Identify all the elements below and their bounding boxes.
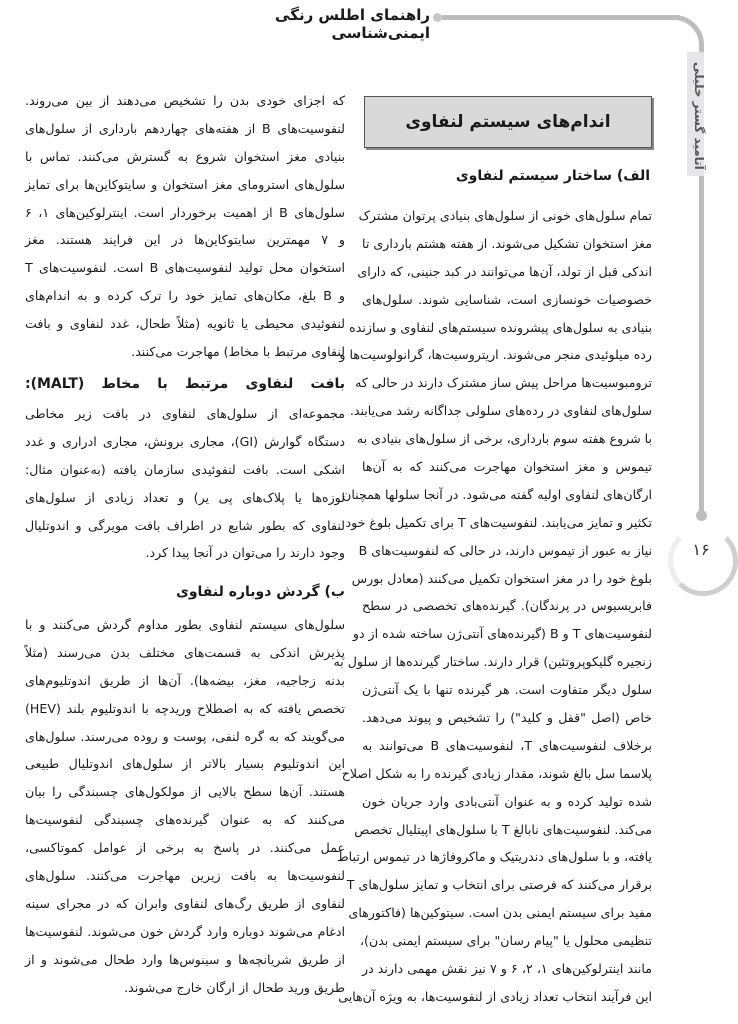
header-rule	[442, 15, 680, 20]
section-heading-recirculation: ب) گردش دوباره لنفاوی	[175, 584, 345, 600]
text-line: مانند اینترلوکین‌های ۱، ۲، ۶ و ۷ نیز نقش مهمی دارند در	[362, 961, 652, 977]
text-line: وجود دارند را می‌توان در آنجا پیدا کرد.	[145, 545, 345, 561]
text-line: لنفوسیت‌ها به بافت زیرین مهاجرت می‌کنند. سلول‌های	[25, 868, 345, 884]
text-line: این فرآیند انتخاب تعداد زیادی از لنفوسیت‌ها، به ویژه آن‌هایی	[338, 988, 652, 1004]
text-line: برقرار می‌کنند که فرصتی برای انتخاب و تمایز سلول‌های T	[346, 877, 652, 893]
text-line: لنفوسیت‌های T و B (گیرنده‌های آنتی‌ژن ساخته شده از دو	[352, 626, 652, 642]
left-column-recirculation	[25, 611, 345, 1001]
running-header-title: راهنمای اطلس رنگی ایمنی‌شناسی	[275, 6, 430, 42]
text-line: سلول‌های سیستم لنفاوی بطور مداوم گردش می‌کنند و با	[25, 617, 345, 632]
text-line: مفید برای سیستم ایمنی بدن است. سیتوکین‌ها (فاکتورهای	[348, 905, 652, 921]
section-heading-malt: بافت لنفاوی مرتبط با مخاط (MALT):	[25, 376, 345, 392]
text-line: و B بلغ، مکان‌های تمایز خود را ترک کرده و به اندام‌های	[25, 288, 345, 304]
text-line: سلول‌های استرومای مغز استخوان و سایتوکاین‌ها برای تمایز	[25, 176, 345, 192]
page-number: ۱۶	[692, 540, 710, 559]
text-line: ارگان‌های لنفاوی اولیه گفته می‌شود. در آنجا سلولها همچنان	[342, 486, 652, 502]
text-line: پلاسما سل بالغ شوند، مقدار زیادی گیرنده را به شکل اصلاح	[341, 765, 652, 781]
text-line: ترومبوسیت‌ها مراحل پیش ساز مشترک دارند در حالی که	[355, 375, 652, 391]
text-line: می‌کنند که به عنوان گیرنده‌های چسبندگی لنفوسیت‌ها	[25, 812, 345, 828]
text-line: رده میلوئیدی منجر می‌شوند. اریتروسیت‌ها، گرانولوسیت‌ها و	[339, 347, 652, 363]
text-line: فابریسیوس در پرندگان). گیرنده‌های تخصصی در سطح	[362, 598, 652, 614]
text-line: شده تولید کرده و به عنوان آنتی‌بادی وارد جریان خون	[362, 793, 652, 809]
header-rule-corner	[668, 15, 704, 51]
text-line: این اندوتلیوم بسیار بالاتر از سلول‌های اندوتلیال طبیعی	[25, 756, 345, 772]
text-line: بلوغ خود را در مغز استخوان تکمیل می‌کنند (معادل بورس	[351, 570, 652, 586]
text-line: مغز استخوان تشکیل می‌شوند. از هفته هشتم بارداری تا	[362, 235, 652, 251]
text-line: طریق ورید طحال از ارگان خارج می‌شوند.	[124, 979, 345, 995]
text-line: دستگاه گوارش (GI)، مجاری برونش، مجاری ادراری و غدد	[25, 433, 345, 449]
text-line: هستند. آن‌ها سطح بالایی از مولکول‌های چسبندگی را بیان	[25, 784, 345, 800]
text-line: خاص (اصل "قفل و کلید") را تشخیص و پیوند می‌دهد.	[362, 710, 652, 726]
chapter-title-box	[364, 96, 652, 148]
text-line: استخوان محل تولید لنفوسیت‌های B است. لنفوسیت‌های T	[25, 260, 346, 276]
text-line: که اجزای خودی بدن را تشخیص می‌دهند از بین می‌روند.	[25, 93, 345, 108]
text-line: برخلاف لنفوسیت‌های T، لنفوسیت‌های B می‌توانند به	[362, 737, 652, 753]
header-dot	[433, 13, 442, 22]
text-line: لنفوسیت‌های B از هفته‌های چهاردهم بارداری از سلول‌های	[25, 120, 345, 136]
text-line: یافته، و با سلول‌های دندریتیک و ماکروفاژها در تیموس ارتباط	[337, 849, 652, 865]
text-line: لنفاوی که بطور شایع در اطراف بافت مویرگی و اندوتلیال	[25, 517, 345, 533]
text-line: مجموعه‌ای از سلول‌های لنفاوی در بافت زیر مخاطی	[25, 406, 345, 421]
text-line: ادغام می‌شوند دوباره وارد گردش خون می‌شوند. لنفوسیت‌ها	[25, 923, 345, 939]
text-line: بدنه زجاجیه، مغز، بیضه‌ها). آن‌ها از طریق اندوتلیوم‌های	[25, 672, 345, 688]
text-line: بنیادی مغز استخوان شروع به گسترش می‌کنند. تماس با	[25, 148, 345, 164]
text-line: پذیرش اندکی به قسمت‌های مختلف بدن می‌رسند (مثلاً	[25, 644, 345, 660]
text-line: لنفاوی مرتبط با مخاط) مهاجرت می‌کنند.	[131, 344, 345, 360]
text-line: اشکی است. بافت لنفوئیدی سازمان یافته (به‌عنوان مثال:	[25, 461, 345, 477]
text-line: با شروع هفته سوم بارداری، برخی از سلول‌های بنیادی به	[356, 431, 652, 447]
text-line: تخصص یافته که به اصطلاح وریدچه با اندوتلیوم بلند (HEV)	[25, 700, 345, 716]
chapter-title: اندام‌های سیستم لنفاوی	[405, 112, 611, 132]
text-line: تیموس و مغز استخوان مهاجرت می‌کنند که به آن‌ها	[362, 459, 652, 475]
text-line: سلول‌های B از اهمیت برخوردار است. اینترلوکین‌های ۱، ۶	[25, 204, 345, 220]
page-number-ring	[668, 526, 738, 596]
text-line: زنجیره گلیکوپروتئین) قرار دارند. ساختار گیرنده‌ها از سلول به	[333, 654, 652, 670]
text-line: سلول‌های لنفاوی در رده‌های سلولی جداگانه رشد می‌یابند.	[349, 403, 652, 419]
text-line: لوزه‌ها یا پلاک‌های پی یر) و تعداد زیادی از سلول‌های	[25, 489, 345, 505]
text-line: می‌کند. لنفوسیت‌های نابالغ T با سلول‌های اپیتلیال تخصص	[354, 821, 652, 837]
left-column-intro	[25, 87, 345, 366]
text-line: بنیادی به سلول‌های پیشرونده سیستم‌های لنفاوی و سازنده	[349, 319, 652, 335]
right-column-body	[333, 202, 652, 1011]
text-line: می‌گویند که به گره لنفی، پوست و روده می‌رسند. سلول‌های	[25, 728, 345, 744]
side-publisher-label: آتامید گستر خلیلی	[692, 61, 706, 170]
text-line: از طریق شریانچه‌ها و سینوس‌ها وارد طحال می‌شوند و از	[25, 951, 345, 967]
text-line: عمل می‌کنند. در پاسخ به برخی از عوامل کموتاکسی،	[25, 840, 345, 856]
side-rule-dot	[696, 510, 707, 521]
text-line: سلول دیگر متفاوت است. هر گیرنده تنها با یک آنتی‌ژن	[362, 682, 652, 698]
text-line: تکثیر و تمایز می‌یابند. لنفوسیت‌های T برای تکمیل بلوغ خود	[345, 514, 652, 530]
text-line: خصوصیات خونسازی است، شناسایی شوند. سلول‌های	[362, 291, 652, 307]
text-line: لنفوئیدی محیطی یا ثانویه (مثلاً طحال، غدد لنفاوی و بافت	[25, 316, 345, 332]
section-heading-structure: الف) ساختار سیستم لنفاوی	[455, 168, 650, 184]
text-line: و ۷ مهمترین سایتوکاین‌ها در این فرایند هستند. مغز	[25, 232, 345, 248]
text-line: تمام سلول‌های خونی از سلول‌های بنیادی پرتوان مشترک	[358, 208, 652, 223]
text-line: اندکی قبل از تولد، آن‌ها می‌توانند در کبد جنینی، که دارای	[357, 263, 652, 279]
left-column-malt	[25, 400, 345, 567]
text-line: نیاز به عبور از تیموس دارند، در حالی که لنفوسیت‌های B	[358, 542, 652, 558]
text-line: لنفاوی از طریق رگ‌های لنفاوی وابران که در مجرای سینه	[25, 895, 345, 911]
text-line: تنظیمی محلول یا "پیام رسان" برای سیستم ایمنی بدن)،	[359, 933, 652, 949]
